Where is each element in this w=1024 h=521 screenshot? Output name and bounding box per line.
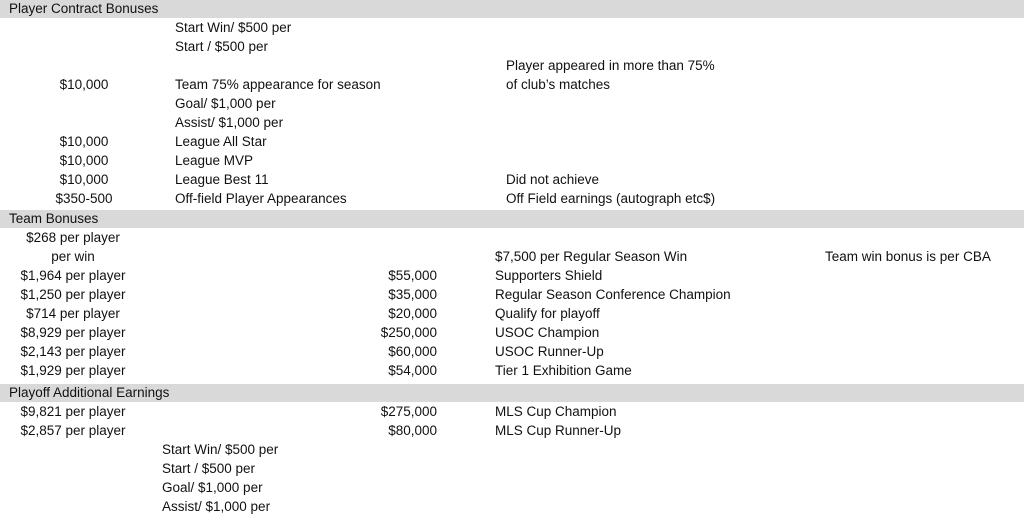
team-total: $20,000	[388, 306, 437, 321]
contract-note: of club’s matches	[506, 77, 611, 92]
team-total: $54,000	[388, 363, 437, 378]
playoff-per-player: $2,857 per player	[20, 423, 126, 438]
contract-desc: Off-field Player Appearances	[175, 191, 347, 206]
contract-note: Did not achieve	[506, 172, 600, 187]
playoff-total: $275,000	[380, 404, 437, 419]
team-desc: USOC Champion	[495, 325, 600, 340]
team-desc: Tier 1 Exhibition Game	[495, 363, 632, 378]
team-desc: USOC Runner-Up	[495, 344, 604, 359]
contract-amount: $350-500	[55, 191, 113, 206]
team-per-player: $268 per player	[26, 230, 120, 245]
playoff-desc: MLS Cup Runner-Up	[495, 423, 622, 438]
section-header-team	[0, 210, 1024, 228]
contract-amount: $10,000	[59, 172, 109, 187]
team-per-player: $1,964 per player	[20, 268, 126, 283]
contract-note: Player appeared in more than 75%	[506, 58, 715, 73]
contract-desc: Goal/ $1,000 per	[175, 96, 276, 111]
team-per-player: per win	[51, 249, 95, 264]
playoff-extra: Start Win/ $500 per	[162, 442, 279, 457]
section-title: Player Contract Bonuses	[9, 1, 159, 16]
team-note: Team win bonus is per CBA	[825, 249, 991, 264]
playoff-per-player: $9,821 per player	[20, 404, 126, 419]
section-header-playoff	[0, 384, 1024, 402]
team-per-player: $2,143 per player	[20, 344, 126, 359]
section-title: Team Bonuses	[9, 211, 99, 226]
contract-note: Off Field earnings (autograph etc$)	[506, 191, 716, 206]
playoff-extra: Start / $500 per	[162, 461, 256, 476]
contract-desc: Start Win/ $500 per	[175, 20, 292, 35]
section-title: Playoff Additional Earnings	[9, 385, 170, 400]
section-header-contract	[0, 0, 1024, 18]
contract-amount: $10,000	[59, 77, 109, 92]
contract-amount: $10,000	[59, 153, 109, 168]
contract-desc: League Best 11	[175, 172, 269, 187]
contract-desc: Start / $500 per	[175, 39, 269, 54]
team-total: $55,000	[388, 268, 437, 283]
contract-desc: Team 75% appearance for season	[175, 77, 381, 92]
playoff-extra: Goal/ $1,000 per	[162, 480, 263, 495]
playoff-total: $80,000	[388, 423, 437, 438]
contract-desc: League All Star	[175, 134, 267, 149]
team-per-player: $714 per player	[26, 306, 120, 321]
contract-desc: Assist/ $1,000 per	[175, 115, 284, 130]
team-per-player: $1,250 per player	[20, 287, 126, 302]
team-total: $250,000	[380, 325, 437, 340]
playoff-desc: MLS Cup Champion	[495, 404, 617, 419]
playoff-extra: Assist/ $1,000 per	[162, 499, 271, 514]
team-desc: Supporters Shield	[495, 268, 603, 283]
contract-desc: League MVP	[175, 153, 254, 168]
team-desc: Qualify for playoff	[495, 306, 600, 321]
team-total: $35,000	[388, 287, 437, 302]
team-total: $60,000	[388, 344, 437, 359]
team-desc: Regular Season Conference Champion	[495, 287, 731, 302]
team-per-player: $8,929 per player	[20, 325, 126, 340]
team-per-player: $1,929 per player	[20, 363, 126, 378]
contract-amount: $10,000	[59, 134, 109, 149]
team-desc: $7,500 per Regular Season Win	[495, 249, 688, 264]
